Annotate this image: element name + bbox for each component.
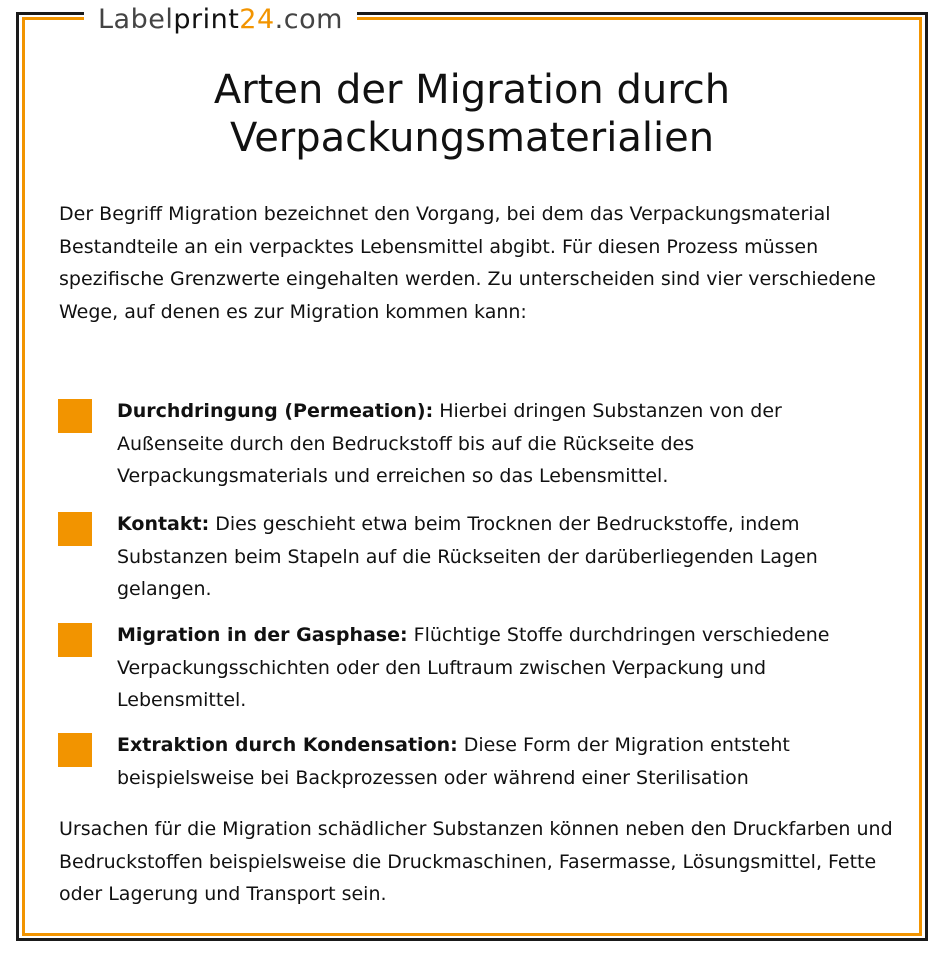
outro-paragraph: Ursachen für die Migration schädlicher Substanzen können neben den Druckfarben und Bedruckstoffen beispielsweise die Druckmaschinen, Fasermasse, Lösungsmittel, Fette oder Lagerung und Transport sein. bbox=[59, 818, 893, 905]
title-line-1: Arten der Migration durch bbox=[213, 67, 731, 113]
orange-square-bullet-icon bbox=[58, 512, 92, 546]
title-line-2: Verpackungsmaterialien bbox=[229, 115, 715, 161]
page-title bbox=[40, 66, 904, 162]
orange-square-bullet-icon bbox=[58, 623, 92, 657]
list-item-text bbox=[117, 395, 892, 493]
list-item-text bbox=[117, 729, 892, 794]
list-item-term: Extraktion durch Kondensation: bbox=[117, 734, 458, 756]
list-item-term: Kontakt: bbox=[117, 513, 210, 535]
list-item-text bbox=[117, 508, 892, 606]
list-item-term: Migration in der Gasphase: bbox=[117, 624, 408, 646]
list-item-term: Durchdringung (Permeation): bbox=[117, 400, 434, 422]
logo-part-24: 24 bbox=[239, 4, 275, 35]
list-item-text bbox=[117, 619, 892, 717]
orange-square-bullet-icon bbox=[58, 733, 92, 767]
logo-part-label: Label bbox=[98, 4, 174, 35]
brand-logo bbox=[84, 2, 357, 38]
logo-part-domain: .com bbox=[274, 4, 343, 35]
list-item-description: Dies geschieht etwa beim Trocknen der Bedruckstoffe, indem Substanzen beim Stapeln auf die Rückseiten der darüberliegenden Lagen gelangen. bbox=[117, 513, 818, 600]
intro-paragraph: Der Begriff Migration bezeichnet den Vorgang, bei dem das Verpackungsmaterial Bestandteile an ein verpacktes Lebensmittel abgibt. Für diesen Prozess müssen spezifische Grenzwerte eingehalten werden. Zu unterscheiden sind vier verschiedene Wege, auf denen es zur Migration kommen kann: bbox=[59, 203, 876, 323]
list-item-description: Diese Form der Migration entsteht beispielsweise bei Backprozessen oder während einer Sterilisation bbox=[117, 734, 790, 789]
list-item-description: Flüchtige Stoffe durchdringen verschiedene Verpackungsschichten oder den Luftraum zwischen Verpackung und Lebensmittel. bbox=[117, 624, 830, 711]
list-item-description: Hierbei dringen Substanzen von der Außenseite durch den Bedruckstoff bis auf die Rückseite des Verpackungsmaterials und erreichen so das Lebensmittel. bbox=[117, 400, 782, 487]
orange-square-bullet-icon bbox=[58, 399, 92, 433]
logo-part-print: print bbox=[173, 4, 240, 35]
